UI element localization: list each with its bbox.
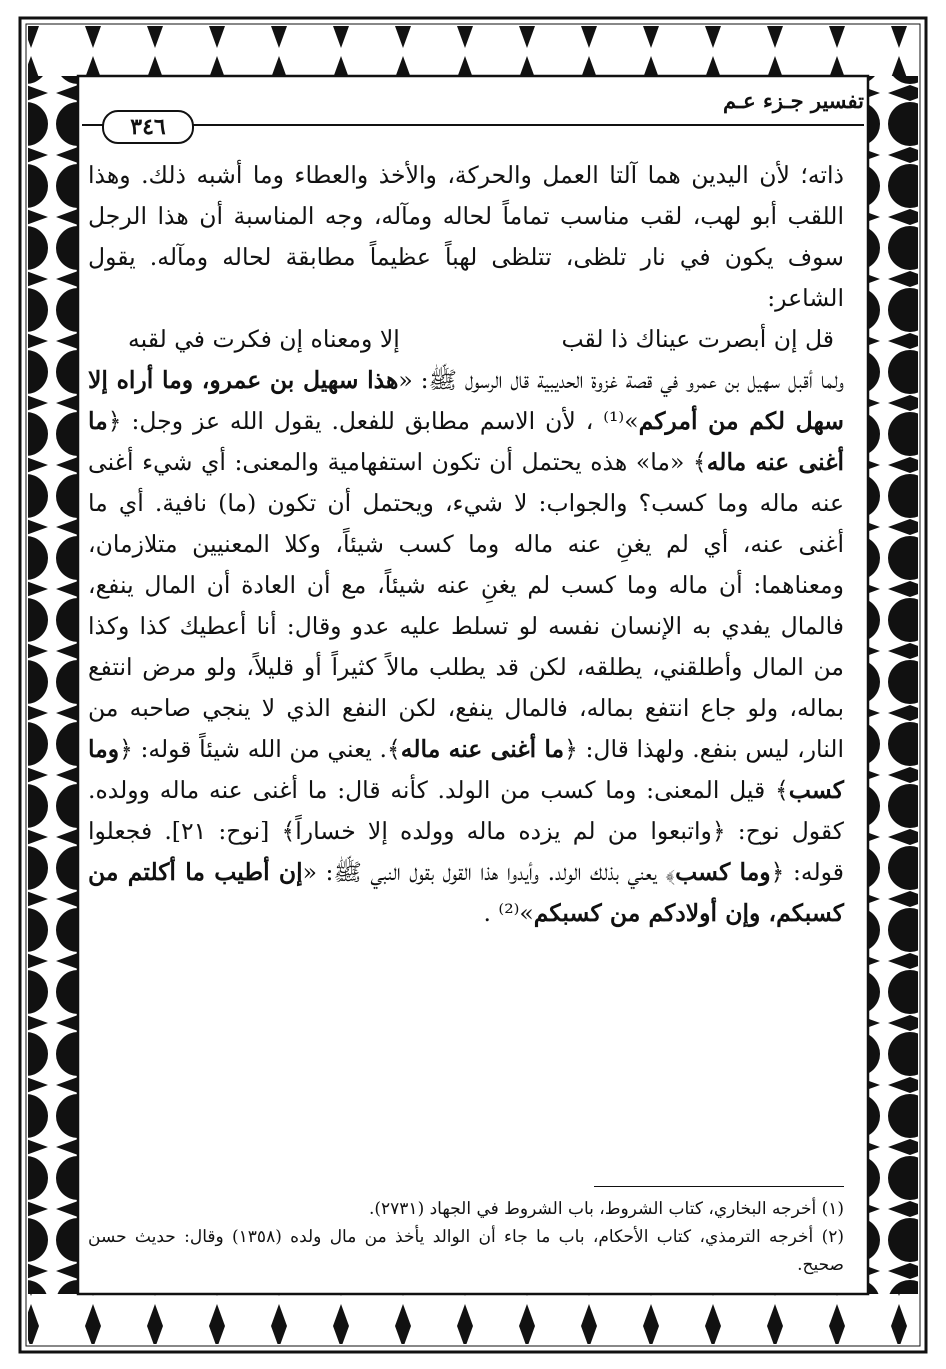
text-segment: ﴾ «ما» هذه يحتمل أن تكون استفهامية والمعنى: أي شيء أغنى عنه ماله وما كسب؟ والجواب: لا شيء، ويحتمل أن تكون (ما) نافية. أي ما أغنى عنه، أي لم يغنِ عنه ماله وما كسب شيئاً، وكلا المعنيين متلازمان، ومعناهما: أن ماله وما كسب لم يغنِ عنه شيئاً، مع أن العادة أن المال ينفع، فالمال يفدي به الإنسان نفسه لو تسلط عليه عدو وقال: أنا أعطيك كذا وكذا من المال وأطلقني، يطلقه، لكن قد يطلب مالاً كثيراً أو قليلاً، ولو مرض انتفع بماله، ولو جاع انتفع بماله، فالمال ينفع، لكن النفع الذي لا ينجي صاحبه من النار، ليس بنفع. ولهذا قال: ﴿ xyxy=(88,448,844,763)
page-header xyxy=(82,82,864,142)
text-segment: »⁽¹⁾ ، لأن الاسم مطابق للفعل. يقول الله عز وجل: ﴿ xyxy=(107,407,639,435)
header-rule xyxy=(82,124,864,126)
verse-first-hemistich: قل إن أبصرت عيناك ذا لقب xyxy=(561,325,834,353)
text-segment: ﴾. يعني من الله شيئاً قوله: ﴿ xyxy=(119,735,401,763)
quran-quote: ما أغنى عنه ماله xyxy=(88,407,844,476)
text-segment: ﴾ قيل المعنى: وما كسب من الولد. كأنه قال: ما أغنى عنه ماله وولده. كقول نوح: ﴿واتبعوا من لم يزده ماله وولده إلا خساراً﴾ [نوح: ٢١]. فجعلوا قوله: ﴿ xyxy=(88,776,844,886)
footnote-2: (٢) أخرجه الترمذي، كتاب الأحكام، باب ما جاء أن الوالد يأخذ من مال ولده (١٣٥٨) وقال: حديث حسن صحيح. xyxy=(88,1227,844,1275)
hadith-quote: إن أطيب ما أكلتم من كسبكم، وإن أولادكم من كسبكم xyxy=(88,858,844,927)
paragraph-1: ذاته؛ لأن اليدين هما آلتا العمل والحركة، والأخذ والعطاء وما أشبه ذلك. وهذا اللقب أبو لهب، لقب مناسب تماماً لحاله ومآله، وجه المناسبة أن هذا الرجل سوف يكون في نار تلظى، تتلظى لهباً عظيماً مطابقة لحاله ومآله. يقول الشاعر: xyxy=(88,161,844,312)
hadith-quote: هذا سهيل بن عمرو، وما أراه إلا سهل لكم من أمركم xyxy=(88,366,844,435)
poetry-verse xyxy=(128,319,834,360)
text-segment: ولما أقبل سهيل بن عمرو في قصة غزوة الحديبية قال الرسول ﷺ: « xyxy=(398,366,844,394)
footnote-separator xyxy=(594,1186,844,1187)
text-segment: »⁽²⁾ . xyxy=(483,899,534,927)
verse-second-hemistich: إلا ومعناه إن فكرت في لقبه xyxy=(128,325,400,353)
paragraph-2 xyxy=(88,360,844,934)
book-title: تفسير جـزء عـم xyxy=(722,88,864,113)
quran-quote: وما كسب xyxy=(88,735,844,804)
text-segment: ﴾ يعني بذلك الولد. وأيدوا هذا القول بقول النبي ﷺ: « xyxy=(302,858,676,886)
footnotes xyxy=(88,1195,844,1279)
quran-quote: ما أغنى عنه ماله xyxy=(400,735,565,763)
main-text xyxy=(88,155,844,934)
quran-quote: وما كسب xyxy=(675,858,771,886)
page-number: ٣٤٦ xyxy=(102,110,194,144)
footnote-1: (١) أخرجه البخاري، كتاب الشروط، باب الشروط في الجهاد (٢٧٣١). xyxy=(368,1199,844,1219)
